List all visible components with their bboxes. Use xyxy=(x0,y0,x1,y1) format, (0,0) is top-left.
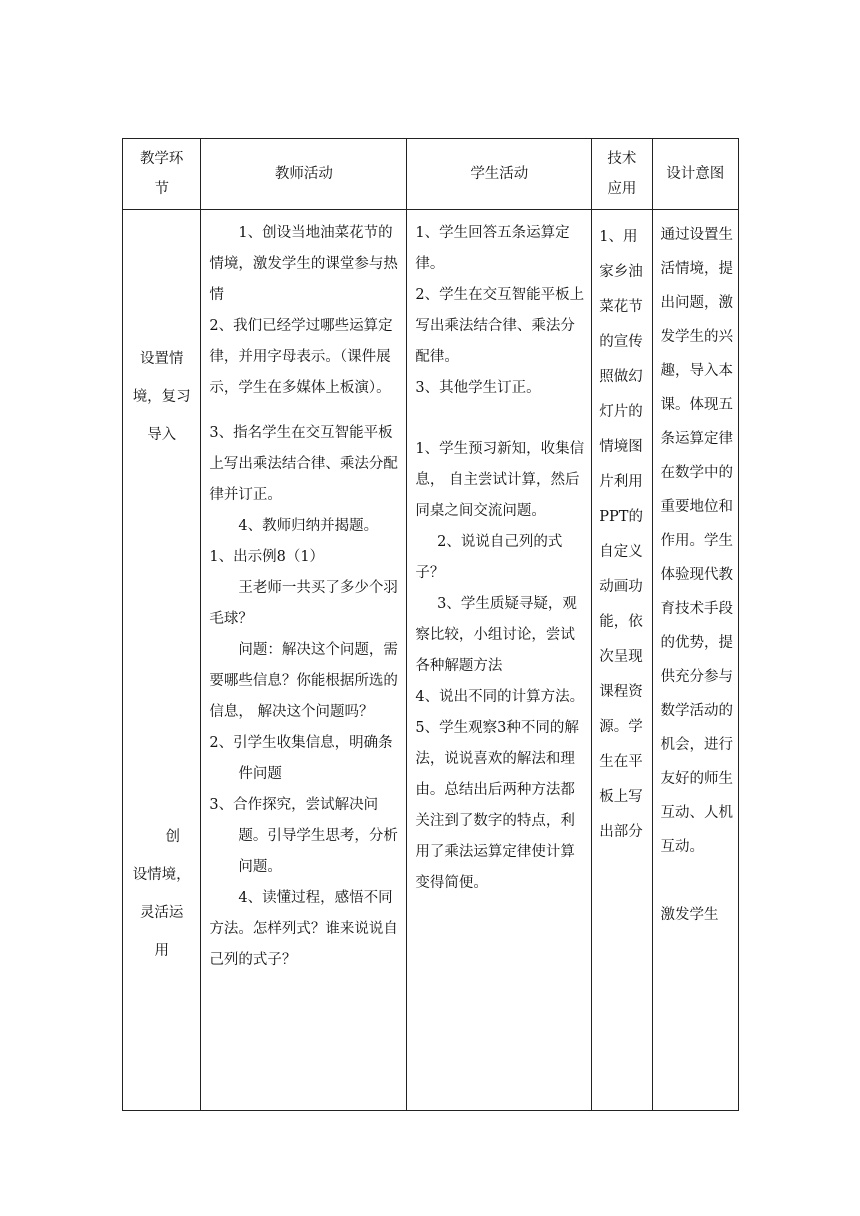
header-stage-line2: 节 xyxy=(154,181,169,197)
teacher-activity-cell xyxy=(201,210,407,1111)
stage-apply xyxy=(123,818,200,970)
header-teacher: 教师活动 xyxy=(201,139,407,210)
stage-setup-line2: 境，复习 xyxy=(132,389,191,405)
teacher-question: 王老师一共买了多少个羽毛球？ xyxy=(209,580,398,627)
stage-apply-line3: 灵活运 xyxy=(139,905,184,921)
header-tech-line1: 技术 xyxy=(607,151,637,167)
teacher-step-1: 1、创设当地油菜花节的情境，激发学生的课堂参与热情 xyxy=(209,225,398,303)
tech-text: 1、用家乡油菜花节的宣传照做幻灯片的情境图片利用PPT的自定义动画功能，依次呈现课程资源。学生在平板上写出部分 xyxy=(599,229,643,840)
header-design: 设计意图 xyxy=(652,139,738,210)
header-tech xyxy=(592,139,652,210)
student-step-1: 1、学生回答五条运算定律。 xyxy=(415,225,570,272)
stage-setup xyxy=(123,340,200,454)
header-student: 学生活动 xyxy=(407,139,592,210)
teacher-step-3: 3、指名学生在交互智能平板上写出乘法结合律、乘法分配律并订正。 xyxy=(209,425,398,503)
stage-apply-line2: 设情境， xyxy=(132,867,191,883)
stage-apply-line4: 用 xyxy=(154,943,169,959)
teacher-collect-info: 2、引学生收集信息，明确条件问题 xyxy=(209,735,393,782)
teacher-step-4: 4、教师归纳并揭题。 xyxy=(238,518,379,534)
design-intent-cell xyxy=(652,210,738,1111)
tech-application-cell xyxy=(592,210,652,1111)
header-tech-line2: 应用 xyxy=(607,181,637,197)
teacher-explore: 3、合作探究，尝试解决问题。引导学生思考，分析问题。 xyxy=(209,797,398,875)
header-stage-line1: 教学环 xyxy=(139,151,184,167)
student-preview: 1、学生预习新知，收集信息， 自主尝试计算，然后同桌之间交流问题。 xyxy=(415,441,585,519)
student-step-2: 2、学生在交互智能平板上写出乘法结合律、乘法分配律。 xyxy=(415,287,585,365)
header-stage xyxy=(123,139,201,210)
stage-setup-line3: 导入 xyxy=(147,427,177,443)
student-compare: 5、学生观察3种不同的解法，说说喜欢的解法和理由。总结出后两种方法都关注到了数字的特点，利用了乘法运算定律使计算变得简便。 xyxy=(415,720,579,891)
stage-cell xyxy=(123,210,201,1111)
student-methods: 4、说出不同的计算方法。 xyxy=(415,689,585,705)
table-header-row xyxy=(123,139,739,210)
teacher-problem: 问题：解决这个问题，需要哪些信息？你能根据所选的信息， 解决这个问题吗？ xyxy=(209,642,398,720)
student-step-3: 3、其他学生订正。 xyxy=(415,380,541,396)
teacher-read-process: 4、读懂过程，感悟不同方法。怎样列式？谁来说说自己列的式子？ xyxy=(209,890,398,968)
design-text: 通过设置生活情境，提出问题，激发学生的兴趣，导入本课。体现五条运算定律在数学中的重要地位和作用。学生体验现代教育技术手段的优势，提供充分参与数学活动的机会，进行友好的师生互动、人机互动。 xyxy=(660,227,734,855)
student-activity-cell xyxy=(407,210,592,1111)
teacher-example: 1、出示例8（1） xyxy=(209,549,325,565)
student-discuss: 3、学生质疑寻疑，观察比较，小组讨论，尝试各种解题方法 xyxy=(415,596,577,674)
teacher-step-2: 2、我们已经学过哪些运算定律，并用字母表示。（课件展示，学生在多媒体上板演）。 xyxy=(209,318,393,396)
design-text-2: 激发学生 xyxy=(660,907,719,923)
lesson-plan-table xyxy=(122,138,739,1111)
stage-setup-line1: 设置情 xyxy=(139,351,184,367)
student-say-formula: 2、说说自己列的式子？ xyxy=(415,534,563,581)
table-row xyxy=(123,210,739,1111)
stage-apply-line1: 创 xyxy=(165,829,180,845)
